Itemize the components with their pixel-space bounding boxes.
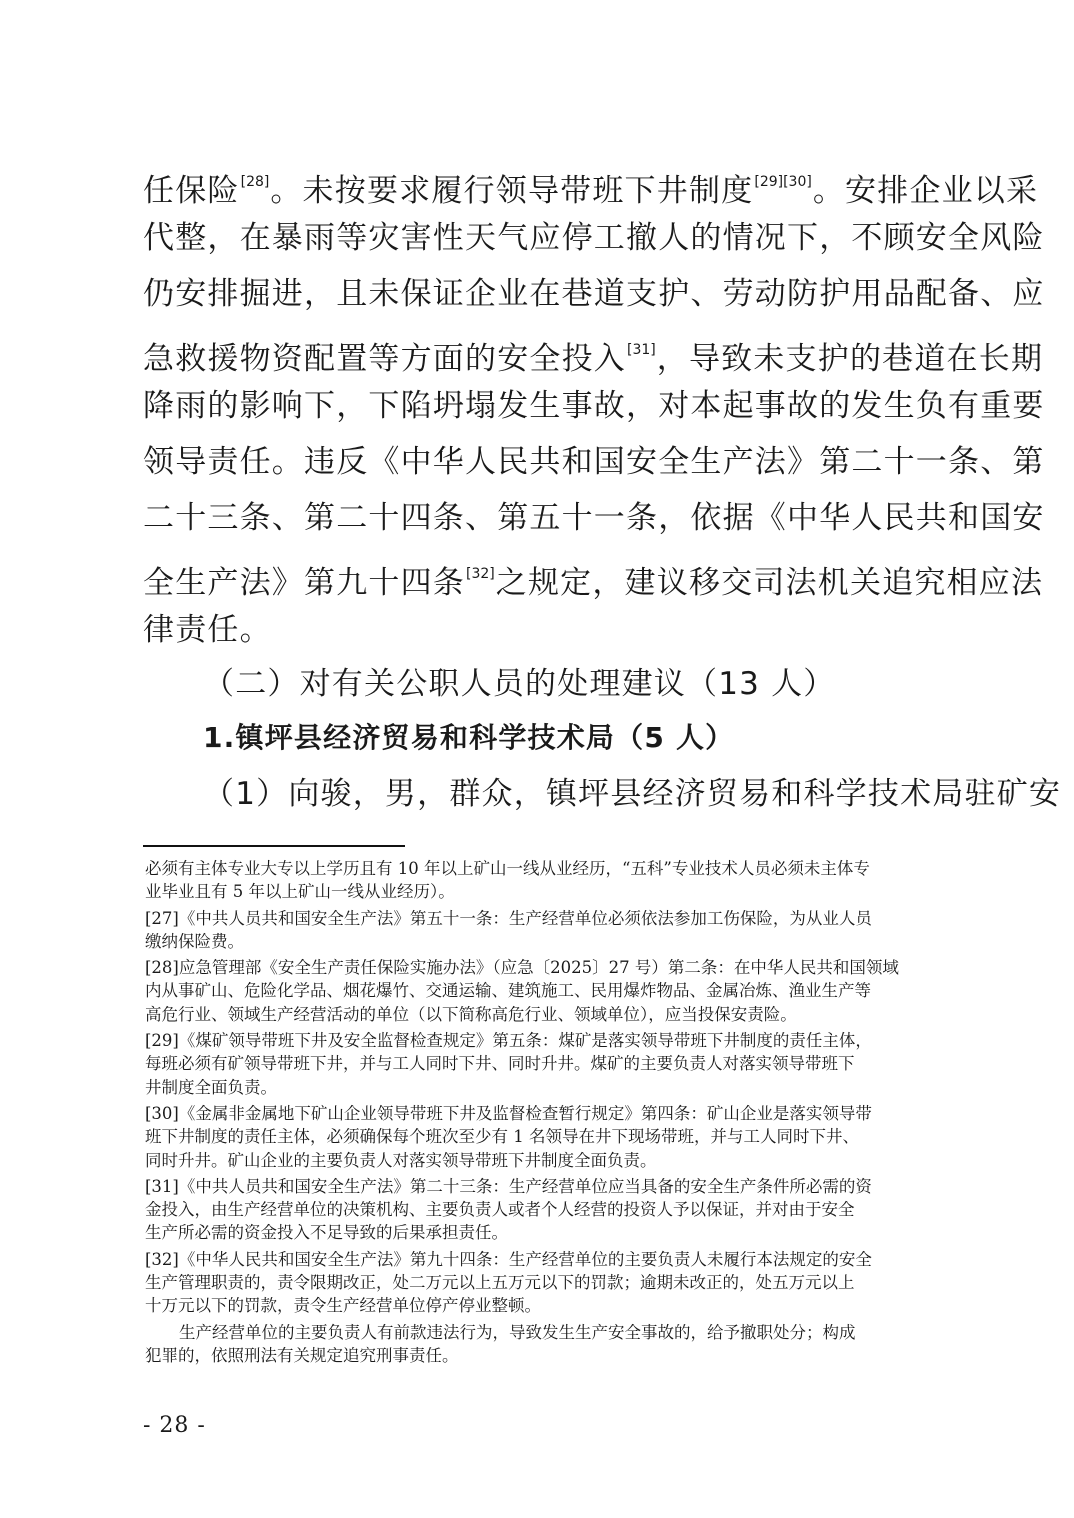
footnote-ref-32: [32]: [466, 566, 495, 582]
footnote-line: 业毕业且有 5 年以上矿山一线从业经历）。: [145, 882, 455, 902]
footnote-line: [31]《中共人员共和国安全生产法》第二十三条：生产经营单位应当具备的安全生产条件所必需的资: [145, 1176, 872, 1196]
footnote-line: 生产经营单位的主要负责人有前款违法行为，导致发生生产安全事故的，给予撤职处分；构成: [179, 1322, 856, 1342]
footnote-line: [29]《煤矿领导带班下井及安全监督检查规定》第五条：煤矿是落实领导带班下井制度的责任主体，: [145, 1031, 872, 1051]
body-line: 急救援物资配置等方面的安全投入[31]，导致未支护的巷道在长期: [143, 341, 1044, 377]
subsection-heading: 1.镇坪县经济贸易和科学技术局（5 人）: [203, 721, 735, 754]
footnote-line: 犯罪的，依照刑法有关规定追究刑事责任。: [145, 1345, 459, 1365]
item-line: （1）向骏，男，群众，镇坪县经济贸易和科学技术局驻矿安: [203, 776, 1062, 812]
footnote-ref-29-30: [29][30]: [754, 174, 812, 190]
body-line: 任保险[28]。未按要求履行领导带班下井制度[29][30]。安排企业以采: [143, 173, 1039, 209]
footnote-line: 生产管理职责的，责令限期改正，处二万元以上五万元以下的罚款；逾期未改正的，处五万元以上: [145, 1273, 855, 1293]
footnote-line: 金投入，由生产经营单位的决策机构、主要负责人或者个人经营的投资人予以保证，并对由于安全: [145, 1200, 855, 1220]
footnote-line: 内从事矿山、危险化学品、烟花爆竹、交通运输、建筑施工、民用爆炸物品、金属冶炼、渔业生产等: [145, 981, 871, 1001]
footnote-line: 每班必须有矿领导带班下井，并与工人同时下井、同时升井。煤矿的主要负责人对落实领导带班下: [145, 1054, 855, 1074]
footnote-line: 高危行业、领域生产经营活动的单位（以下简称高危行业、领域单位），应当投保安责险。: [145, 1004, 797, 1024]
footnote-line: 同时升井。矿山企业的主要负责人对落实领导带班下井制度全面负责。: [145, 1150, 657, 1170]
page-number: - 28 -: [143, 1413, 206, 1438]
footnote-line: [28]应急管理部《安全生产责任保险实施办法》（应急〔2025〕27 号）第二条：在中华人民共和国领域: [145, 958, 899, 978]
footnote-line: 必须有主体专业大专以上学历且有 10 年以上矿山一线从业经历，“五科”专业技术人员必须未主体专: [145, 859, 870, 878]
footnote-line: 十万元以下的罚款，责令生产经营单位停产停业整顿。: [145, 1296, 541, 1316]
body-line: 降雨的影响下，下陷坍塌发生事故，对本起事故的发生负有重要: [143, 388, 1045, 424]
body-line: 全生产法》第九十四条[32]之规定，建议移交司法机关追究相应法: [143, 565, 1044, 601]
footnote-line: [27]《中共人员共和国安全生产法》第五十一条：生产经营单位必须依法参加工伤保险，为从业人员: [145, 908, 872, 928]
body-line: 仍安排掘进，且未保证企业在巷道支护、劳动防护用品配备、应: [143, 276, 1045, 312]
footnote-ref-28: [28]: [240, 174, 270, 190]
footnote-ref-31: [31]: [627, 342, 656, 358]
footnote-line: [32]《中华人民共和国安全生产法》第九十四条：生产经营单位的主要负责人未履行本法规定的安全: [145, 1249, 872, 1269]
section-heading: （二）对有关公职人员的处理建议（13 人）: [203, 666, 836, 702]
footnote-line: 缴纳保险费。: [145, 931, 244, 951]
body-line: 代整，在暴雨等灾害性天气应停工撤人的情况下，不顾安全风险: [143, 220, 1045, 256]
footnote-line: [30]《金属非金属地下矿山企业领导带班下井及监督检查暂行规定》第四条：矿山企业是落实领导带: [145, 1103, 872, 1123]
body-line: 二十三条、第二十四条、第五十一条，依据《中华人民共和国安: [143, 500, 1045, 536]
body-line: 律责任。: [143, 612, 272, 648]
footnote-line: 井制度全面负责。: [145, 1077, 277, 1097]
footnote-line: 班下井制度的责任主体，必须确保每个班次至少有 1 名领导在井下现场带班，并与工人同时下井、: [145, 1127, 859, 1147]
footnote-line: 生产所必需的资金投入不足导致的后果承担责任。: [145, 1223, 508, 1243]
footnote-separator: [143, 845, 405, 847]
body-line: 领导责任。违反《中华人民共和国安全生产法》第二十一条、第: [143, 444, 1045, 480]
footnotes: [145, 857, 945, 1367]
